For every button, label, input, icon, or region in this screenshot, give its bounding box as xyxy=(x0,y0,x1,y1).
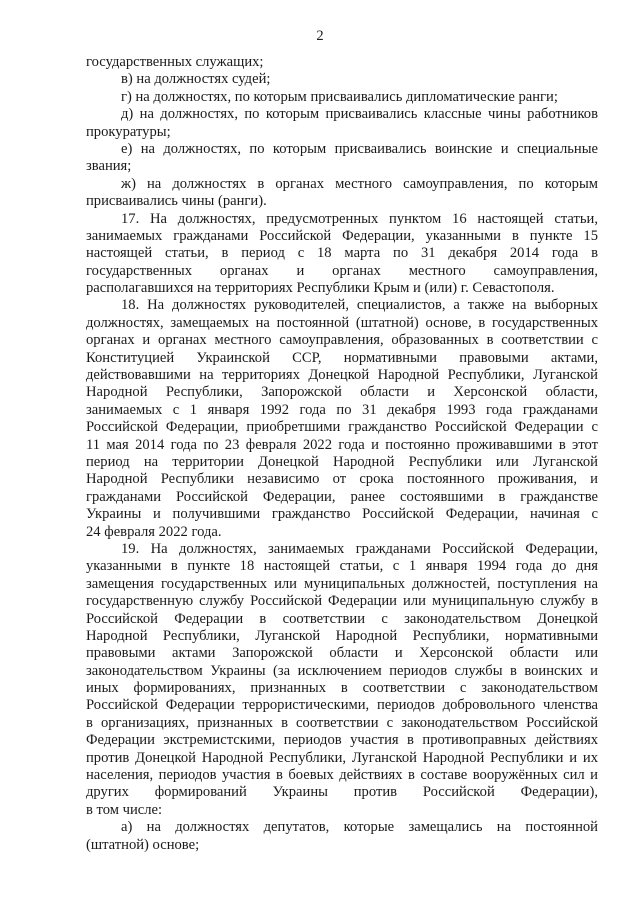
text-line: 18. На должностях руководителей, специалистов, а также на выборных xyxy=(121,297,598,314)
text-line: 24 февраля 2022 года. xyxy=(86,523,222,540)
text-line: звания; xyxy=(86,158,132,175)
page-number: 2 xyxy=(316,28,324,44)
text-line: Конституцией Украинской ССР, нормативными правовыми актами, xyxy=(86,349,598,366)
text-line: органах и органах местного самоуправления, образованных в соответствии с xyxy=(86,332,598,349)
paragraph-item-a xyxy=(86,819,598,854)
paragraph-item-v xyxy=(86,71,598,88)
paragraph-clause-18 xyxy=(86,297,598,540)
text-line: д) на должностях, по которым присваивались классные чины работников xyxy=(121,106,598,123)
paragraph-item-d xyxy=(86,106,598,141)
text-line: Украины и получившими гражданство Российской Федерации, начиная с xyxy=(86,506,598,523)
text-line: правовыми актами Запорожской области и Херсонской области или xyxy=(86,645,598,662)
text-line: г) на должностях, по которым присваивались дипломатические ранги; xyxy=(121,88,558,105)
text-line: 17. На должностях, предусмотренных пунктом 16 настоящей статьи, xyxy=(121,210,598,227)
text-line: а) на должностях депутатов, которые замещались на постоянной xyxy=(121,819,598,836)
text-line: в организациях, признанных в соответствии с законодательством Российской xyxy=(86,714,598,731)
text-line: Народной Республики независимо от срока постоянного проживания, и xyxy=(86,471,598,488)
text-line: период на территории Донецкой Народной Республики или Луганской xyxy=(86,453,598,470)
text-line: в том числе: xyxy=(86,801,163,818)
text-line: 19. На должностях, занимаемых гражданами Российской Федерации, xyxy=(121,540,598,557)
text-line: настоящей статьи, в период с 18 марта по 31 декабря 2014 года в xyxy=(86,245,598,262)
text-line: государственных служащих; xyxy=(86,54,264,70)
paragraph-continuation-state-servants xyxy=(86,54,598,71)
text-line: законодательством Украины (за исключением периодов службы в воинских и xyxy=(86,662,598,679)
text-line: гражданами Российской Федерации, ранее состоявшими в гражданстве xyxy=(86,488,598,505)
paragraph-clause-19 xyxy=(86,541,598,819)
text-line: населения, периодов участия в боевых действиях в составе вооружённых сил и xyxy=(86,767,598,784)
text-line: замещения государственных или муниципальных должностей, поступления на xyxy=(86,575,598,592)
text-line: иных формированиях, признанных в соответствии с законодательством xyxy=(86,680,598,697)
text-line: присваивались чины (ранги). xyxy=(86,193,267,210)
paragraph-item-e xyxy=(86,141,598,176)
text-line: действовавшими на территориях Донецкой Народной Республики, Луганской xyxy=(86,367,598,384)
text-line: указанными в пункте 18 настоящей статьи, с 1 января 1994 года до дня xyxy=(86,558,598,575)
text-line: занимаемых с 1 января 1992 года по 31 декабря 1993 года гражданами xyxy=(86,401,598,418)
paragraph-clause-17 xyxy=(86,211,598,298)
text-line: Народной Республики, Луганской Народной Республики, нормативными xyxy=(86,627,598,644)
paragraph-item-g xyxy=(86,89,598,106)
text-line: Российской Федерации, приобретшими гражданство Российской Федерации с xyxy=(86,419,598,436)
text-line: против Донецкой Народной Республики, Луганской Народной Республики и их xyxy=(86,749,598,766)
text-line: Федерации экстремистскими, периодов участия в противоправных действиях xyxy=(86,732,598,749)
text-line: других формирований Украины против Российской Федерации), xyxy=(86,784,598,801)
text-line: государственную службу Российской Федерации или муниципальную службу в xyxy=(86,593,598,610)
paragraph-item-zh xyxy=(86,176,598,211)
text-line: Российской Федерации террористическими, периодов добровольного членства xyxy=(86,697,598,714)
text-line: 11 мая 2014 года по 23 февраля 2022 года и постоянно проживавшими в этот xyxy=(86,436,598,453)
text-line: в) на должностях судей; xyxy=(121,71,271,88)
text-line: ж) на должностях в органах местного самоуправления, по которым xyxy=(121,175,598,192)
text-line: е) на должностях, по которым присваивались воинские и специальные xyxy=(121,140,598,157)
text-line: должностях, замещаемых на постоянной (штатной) основе, в государственных xyxy=(86,314,598,331)
text-line: (штатной) основе; xyxy=(86,836,200,853)
text-line: Народной Республики, Запорожской области и Херсонской области, xyxy=(86,384,598,401)
document-body xyxy=(86,54,598,854)
text-line: государственных органах и органах местного самоуправления, xyxy=(86,262,598,279)
text-line: занимаемых гражданами Российской Федерации, указанными в пункте 15 xyxy=(86,227,598,244)
text-line: Российской Федерации в соответствии с законодательством Донецкой xyxy=(86,610,598,627)
text-line: располагавшихся на территориях Республики Крым и (или) г. Севастополя. xyxy=(86,280,555,297)
text-line: прокуратуры; xyxy=(86,123,171,140)
